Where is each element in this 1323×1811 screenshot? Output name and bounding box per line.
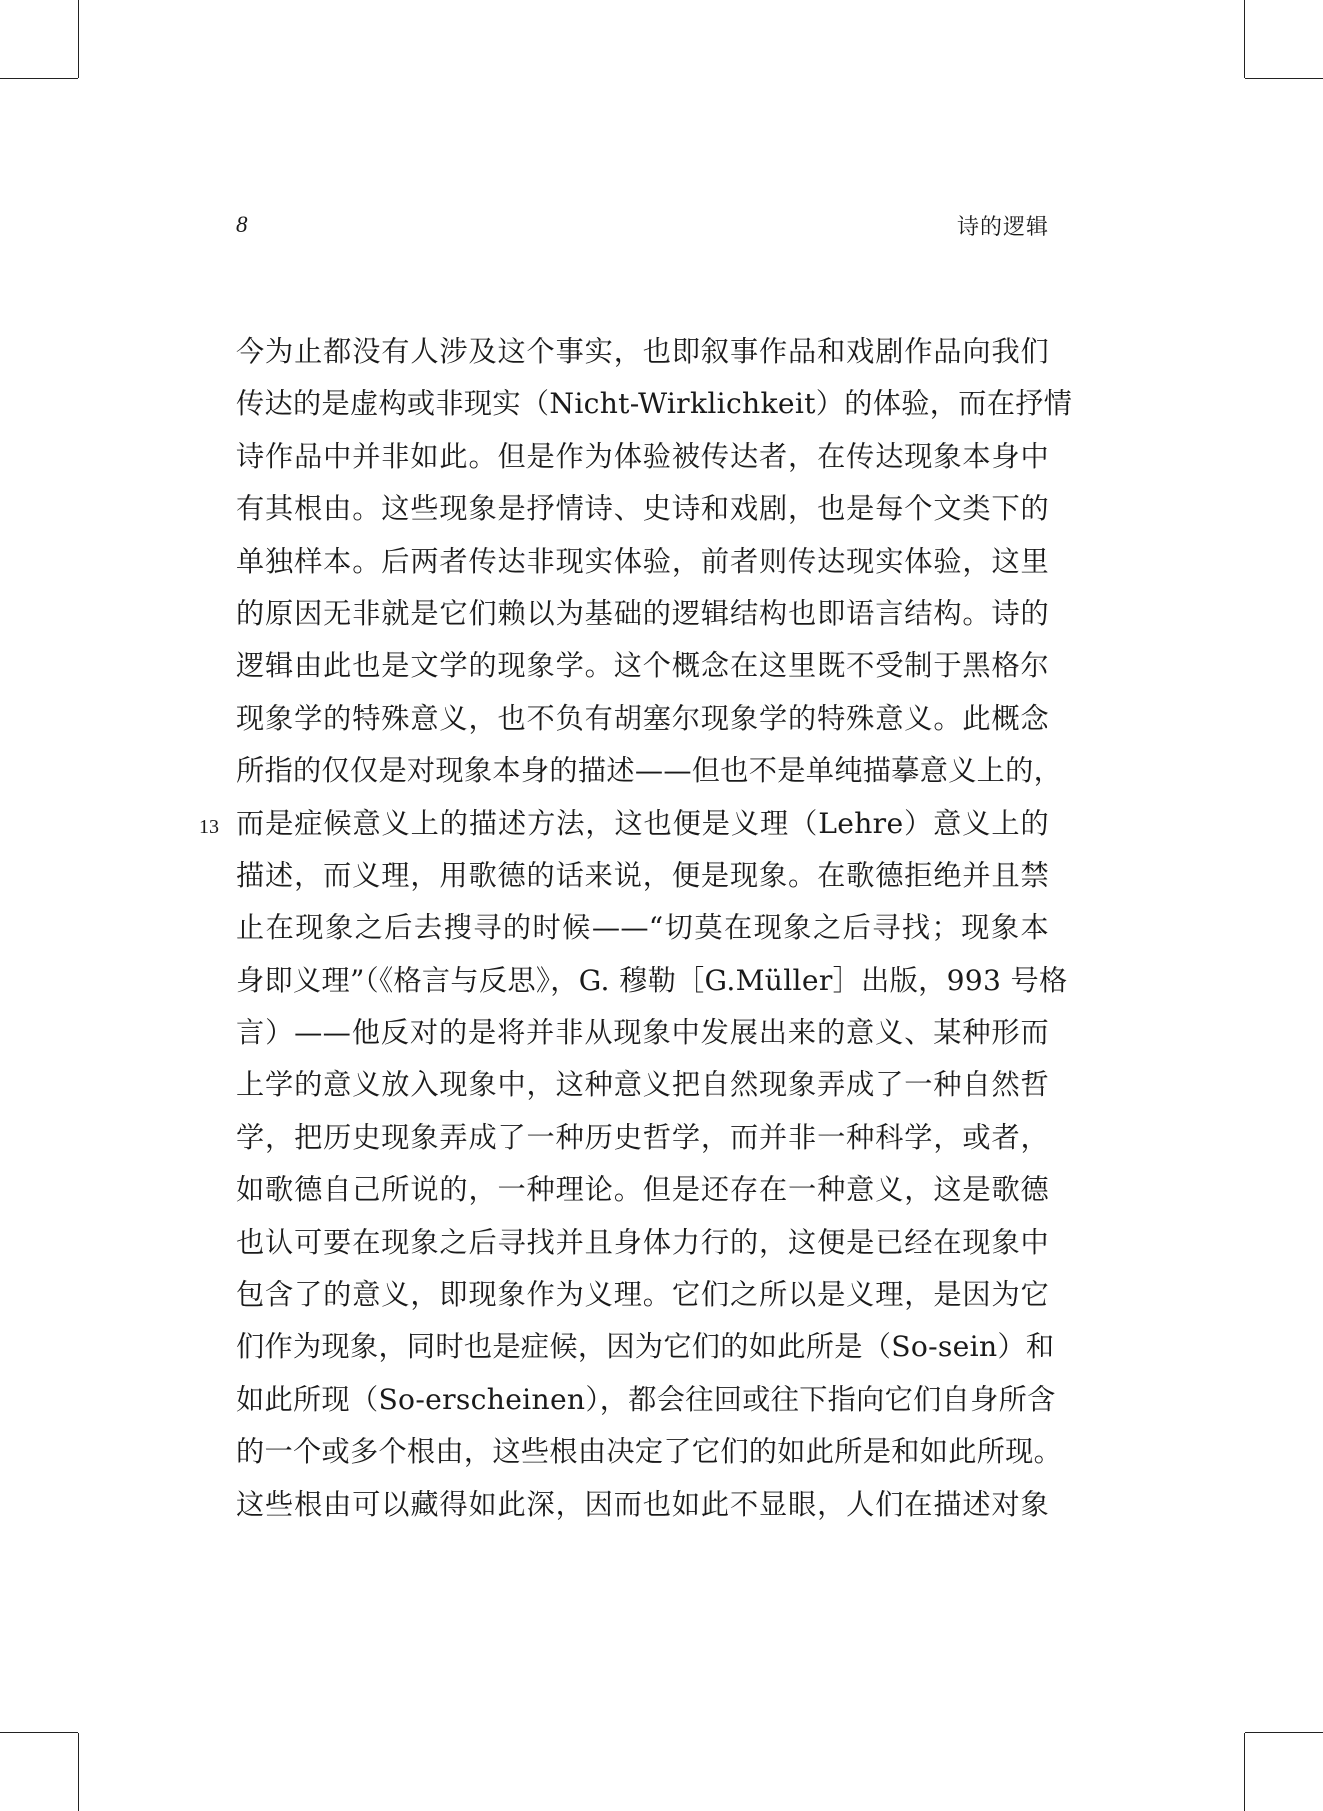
body-line: 而是症候意义上的描述方法，这也便是义理（Lehre）意义上的 xyxy=(236,806,1049,840)
body-line: 的一个或多个根由，这些根由决定了它们的如此所是和如此所现。 xyxy=(236,1435,1063,1469)
body-line: 有其根由。这些现象是抒情诗、史诗和戏剧，也是每个文类下的 xyxy=(236,492,1049,526)
body-line: 现象学的特殊意义，也不负有胡塞尔现象学的特殊意义。此概念 xyxy=(236,701,1049,735)
body-line: 这些根由可以藏得如此深，因而也如此不显眼，人们在描述对象 xyxy=(236,1487,1049,1521)
crop-mark-bottom-right-v xyxy=(1244,1733,1245,1811)
crop-mark-top-right-v xyxy=(1244,0,1245,78)
margin-page-reference: 13 xyxy=(199,816,219,838)
body-line: 诗作品中并非如此。但是作为体验被传达者，在传达现象本身中 xyxy=(236,439,1049,473)
body-text xyxy=(236,326,1073,1531)
body-line: 们作为现象，同时也是症候，因为它们的如此所是（So-sein）和 xyxy=(236,1330,1055,1364)
body-line: 描述，而义理，用歌德的话来说，便是现象。在歌德拒绝并且禁 xyxy=(236,858,1049,892)
page-number: 8 xyxy=(236,212,248,237)
body-line: 学，把历史现象弄成了一种历史哲学，而并非一种科学，或者， xyxy=(236,1120,1049,1154)
crop-mark-top-left-v xyxy=(78,0,79,78)
body-line: 如此所现（So-erscheinen），都会往回或往下指向它们自身所含 xyxy=(236,1382,1056,1416)
running-title: 诗的逻辑 xyxy=(956,215,1049,240)
body-line: 包含了的意义，即现象作为义理。它们之所以是义理，是因为它 xyxy=(236,1278,1049,1312)
body-line: 言）——他反对的是将并非从现象中发展出来的意义、某种形而 xyxy=(236,1016,1049,1050)
body-line: 单独样本。后两者传达非现实体验，前者则传达现实体验，这里 xyxy=(236,544,1049,578)
crop-mark-top-left-h xyxy=(0,78,78,79)
body-line: 传达的是虚构或非现实（Nicht-Wirklichkeit）的体验，而在抒情 xyxy=(236,387,1073,421)
body-line: 今为止都没有人涉及这个事实，也即叙事作品和戏剧作品向我们 xyxy=(236,335,1049,368)
crop-mark-bottom-left-v xyxy=(78,1733,79,1811)
crop-mark-bottom-left-h xyxy=(0,1732,78,1733)
crop-mark-bottom-right-h xyxy=(1245,1732,1323,1733)
body-line: 止在现象之后去搜寻的时候——“切莫在现象之后寻找；现象本 xyxy=(236,911,1049,945)
body-line: 如歌德自己所说的，一种理论。但是还存在一种意义，这是歌德 xyxy=(236,1173,1049,1207)
body-line: 逻辑由此也是文学的现象学。这个概念在这里既不受制于黑格尔 xyxy=(236,649,1049,683)
body-line: 身即义理”（《格言与反思》，G. 穆勒［G.Müller］出版，993 号格 xyxy=(236,963,1068,997)
crop-mark-top-right-h xyxy=(1245,78,1323,79)
body-line: 的原因无非就是它们赖以为基础的逻辑结构也即语言结构。诗的 xyxy=(236,596,1049,630)
body-line: 上学的意义放入现象中，这种意义把自然现象弄成了一种自然哲 xyxy=(236,1068,1049,1102)
body-line: 也认可要在现象之后寻找并且身体力行的，这便是已经在现象中 xyxy=(236,1225,1049,1259)
body-line: 所指的仅仅是对现象本身的描述——但也不是单纯描摹意义上的， xyxy=(236,754,1063,788)
